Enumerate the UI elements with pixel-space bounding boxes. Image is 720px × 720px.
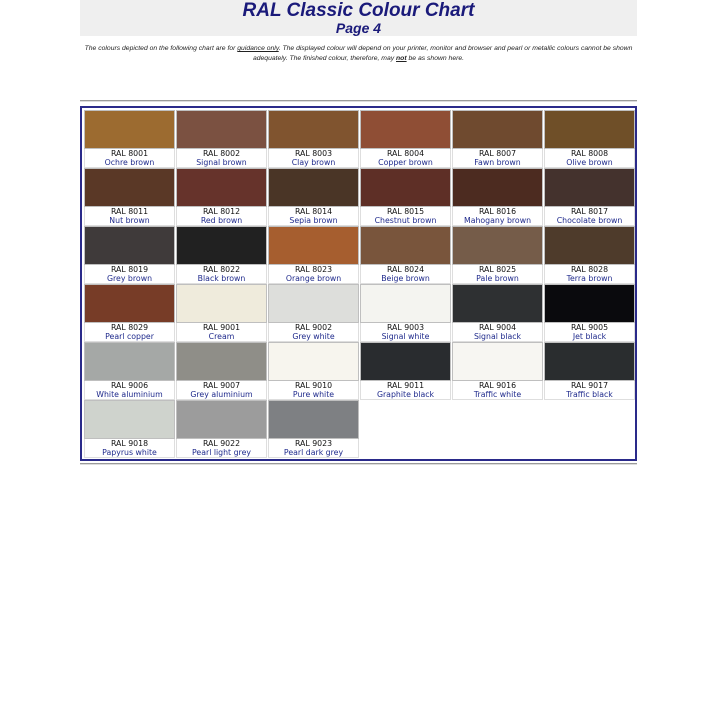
top-divider bbox=[80, 100, 637, 102]
colour-name: Black brown bbox=[197, 274, 246, 283]
colour-swatch bbox=[176, 168, 267, 207]
colour-cell bbox=[176, 342, 267, 399]
colour-cell bbox=[360, 342, 451, 399]
colour-code: RAL 8014 bbox=[294, 207, 333, 216]
colour-name: Jet black bbox=[572, 332, 607, 341]
colour-cell bbox=[268, 342, 359, 399]
colour-name: Signal black bbox=[473, 332, 522, 341]
colour-code: RAL 8004 bbox=[386, 149, 425, 158]
bottom-divider bbox=[80, 463, 637, 465]
colour-name: Signal white bbox=[381, 332, 430, 341]
colour-row bbox=[84, 284, 635, 342]
colour-label bbox=[360, 381, 451, 400]
disclaimer-text-2: . The displayed colour will depend on your printer, monitor and browser and pearl or metallic colours cannot be shown adequately. The finished colour, therefore, may bbox=[252, 45, 633, 62]
disclaimer bbox=[80, 44, 637, 64]
colour-name: Copper brown bbox=[378, 158, 433, 167]
colour-label bbox=[84, 207, 175, 226]
colour-name: Grey white bbox=[292, 332, 335, 341]
colour-label bbox=[268, 439, 359, 458]
colour-swatch bbox=[452, 110, 543, 149]
colour-label bbox=[544, 265, 635, 284]
colour-code: RAL 9004 bbox=[478, 323, 517, 332]
colour-code: RAL 8016 bbox=[478, 207, 517, 216]
colour-cell bbox=[544, 342, 635, 399]
colour-swatch bbox=[176, 110, 267, 149]
colour-label bbox=[452, 207, 543, 226]
colour-cell bbox=[544, 110, 635, 167]
colour-name: White aluminium bbox=[96, 390, 163, 399]
colour-swatch bbox=[84, 168, 175, 207]
colour-code: RAL 8017 bbox=[570, 207, 609, 216]
colour-swatch bbox=[544, 168, 635, 207]
colour-label bbox=[452, 149, 543, 168]
colour-code: RAL 8012 bbox=[202, 207, 241, 216]
colour-name: Olive brown bbox=[566, 158, 613, 167]
colour-code: RAL 9023 bbox=[294, 439, 333, 448]
colour-name: Sepia brown bbox=[289, 216, 338, 225]
page-header bbox=[80, 0, 637, 36]
colour-name: Fawn brown bbox=[474, 158, 521, 167]
colour-cell bbox=[84, 226, 175, 283]
colour-code: RAL 8011 bbox=[110, 207, 149, 216]
colour-swatch bbox=[360, 342, 451, 381]
colour-code: RAL 9022 bbox=[202, 439, 241, 448]
colour-cell bbox=[268, 226, 359, 283]
page-title: RAL Classic Colour Chart bbox=[242, 0, 475, 21]
colour-cell bbox=[176, 168, 267, 225]
colour-name: Terra brown bbox=[566, 274, 613, 283]
colour-swatch bbox=[268, 284, 359, 323]
colour-code: RAL 9002 bbox=[294, 323, 333, 332]
colour-swatch bbox=[84, 284, 175, 323]
colour-code: RAL 8019 bbox=[110, 265, 149, 274]
disclaimer-guidance: guidance only bbox=[237, 45, 279, 52]
colour-name: Chestnut brown bbox=[374, 216, 437, 225]
colour-cell bbox=[84, 400, 175, 457]
colour-code: RAL 8003 bbox=[294, 149, 333, 158]
colour-code: RAL 8028 bbox=[570, 265, 609, 274]
colour-name: Beige brown bbox=[381, 274, 430, 283]
colour-swatch bbox=[544, 284, 635, 323]
colour-cell bbox=[176, 110, 267, 167]
colour-cell bbox=[544, 226, 635, 283]
colour-code: RAL 8023 bbox=[294, 265, 333, 274]
colour-label bbox=[452, 265, 543, 284]
colour-name: Grey brown bbox=[106, 274, 153, 283]
colour-label bbox=[268, 207, 359, 226]
colour-cell bbox=[544, 284, 635, 341]
colour-chart bbox=[80, 106, 637, 461]
disclaimer-not: not bbox=[396, 55, 407, 62]
colour-cell bbox=[84, 284, 175, 341]
colour-label bbox=[268, 149, 359, 168]
colour-swatch bbox=[84, 226, 175, 265]
colour-cell bbox=[268, 168, 359, 225]
colour-swatch bbox=[360, 284, 451, 323]
colour-label bbox=[176, 207, 267, 226]
colour-label bbox=[268, 323, 359, 342]
colour-label bbox=[544, 381, 635, 400]
colour-code: RAL 8025 bbox=[478, 265, 517, 274]
colour-label bbox=[176, 381, 267, 400]
colour-code: RAL 8015 bbox=[386, 207, 425, 216]
colour-swatch bbox=[544, 226, 635, 265]
colour-label bbox=[360, 207, 451, 226]
colour-name: Pale brown bbox=[476, 274, 519, 283]
colour-swatch bbox=[176, 284, 267, 323]
colour-swatch bbox=[544, 342, 635, 381]
colour-label bbox=[176, 265, 267, 284]
colour-name: Mahogany brown bbox=[463, 216, 532, 225]
colour-label bbox=[452, 323, 543, 342]
colour-swatch bbox=[452, 342, 543, 381]
colour-swatch bbox=[84, 400, 175, 439]
colour-swatch bbox=[268, 168, 359, 207]
colour-cell bbox=[360, 168, 451, 225]
colour-cell bbox=[176, 284, 267, 341]
colour-cell bbox=[452, 168, 543, 225]
colour-label bbox=[84, 381, 175, 400]
colour-cell bbox=[84, 168, 175, 225]
colour-code: RAL 8007 bbox=[478, 149, 517, 158]
colour-name: Chocolate brown bbox=[556, 216, 623, 225]
colour-label bbox=[176, 149, 267, 168]
colour-code: RAL 9016 bbox=[478, 381, 517, 390]
colour-name: Papyrus white bbox=[102, 448, 157, 457]
colour-code: RAL 8029 bbox=[110, 323, 149, 332]
colour-name: Pearl copper bbox=[105, 332, 154, 341]
colour-code: RAL 8002 bbox=[202, 149, 241, 158]
colour-code: RAL 9007 bbox=[202, 381, 241, 390]
colour-label bbox=[84, 149, 175, 168]
colour-label bbox=[268, 381, 359, 400]
colour-swatch bbox=[360, 168, 451, 207]
colour-code: RAL 9017 bbox=[570, 381, 609, 390]
colour-row bbox=[84, 226, 635, 284]
colour-name: Pure white bbox=[292, 390, 335, 399]
colour-swatch bbox=[452, 168, 543, 207]
colour-name: Nut brown bbox=[109, 216, 150, 225]
colour-swatch bbox=[360, 226, 451, 265]
colour-label bbox=[84, 439, 175, 458]
colour-cell bbox=[452, 342, 543, 399]
colour-label bbox=[360, 149, 451, 168]
colour-cell bbox=[452, 284, 543, 341]
colour-swatch bbox=[544, 110, 635, 149]
colour-cell bbox=[84, 342, 175, 399]
colour-name: Traffic white bbox=[473, 390, 522, 399]
disclaimer-text-1: The colours depicted on the following chart are for bbox=[84, 45, 238, 52]
colour-cell bbox=[268, 284, 359, 341]
colour-label bbox=[176, 439, 267, 458]
colour-name: Graphite black bbox=[376, 390, 435, 399]
colour-name: Pearl dark grey bbox=[283, 448, 344, 457]
colour-name: Cream bbox=[208, 332, 235, 341]
colour-swatch bbox=[268, 400, 359, 439]
colour-name: Traffic black bbox=[566, 390, 613, 399]
colour-swatch bbox=[360, 110, 451, 149]
colour-swatch bbox=[176, 226, 267, 265]
colour-cell bbox=[176, 226, 267, 283]
colour-code: RAL 8001 bbox=[110, 149, 149, 158]
colour-code: RAL 9001 bbox=[202, 323, 241, 332]
colour-name: Red brown bbox=[200, 216, 243, 225]
colour-cell bbox=[544, 168, 635, 225]
colour-swatch bbox=[176, 342, 267, 381]
colour-cell bbox=[176, 400, 267, 457]
colour-code: RAL 9011 bbox=[386, 381, 425, 390]
colour-label bbox=[544, 323, 635, 342]
colour-label bbox=[84, 265, 175, 284]
colour-name: Pearl light grey bbox=[191, 448, 251, 457]
colour-cell bbox=[360, 284, 451, 341]
colour-label bbox=[176, 323, 267, 342]
colour-label bbox=[544, 207, 635, 226]
colour-cell bbox=[452, 110, 543, 167]
colour-row bbox=[84, 168, 635, 226]
colour-label bbox=[268, 265, 359, 284]
colour-swatch bbox=[452, 226, 543, 265]
colour-row bbox=[84, 400, 635, 458]
colour-label bbox=[452, 381, 543, 400]
colour-cell bbox=[360, 226, 451, 283]
colour-swatch bbox=[268, 110, 359, 149]
colour-code: RAL 9005 bbox=[570, 323, 609, 332]
colour-swatch bbox=[452, 284, 543, 323]
colour-label bbox=[360, 265, 451, 284]
colour-name: Clay brown bbox=[291, 158, 336, 167]
disclaimer-text-3: be as shown here. bbox=[406, 55, 465, 62]
colour-swatch bbox=[268, 226, 359, 265]
colour-cell bbox=[268, 400, 359, 457]
colour-swatch bbox=[84, 110, 175, 149]
colour-cell bbox=[268, 110, 359, 167]
colour-cell bbox=[360, 110, 451, 167]
colour-label bbox=[84, 323, 175, 342]
colour-swatch bbox=[176, 400, 267, 439]
colour-code: RAL 9018 bbox=[110, 439, 149, 448]
colour-code: RAL 8008 bbox=[570, 149, 609, 158]
colour-name: Orange brown bbox=[285, 274, 342, 283]
colour-row bbox=[84, 110, 635, 168]
colour-swatch bbox=[84, 342, 175, 381]
colour-name: Ochre brown bbox=[104, 158, 155, 167]
colour-name: Grey aluminium bbox=[190, 390, 253, 399]
colour-row bbox=[84, 342, 635, 400]
colour-grid bbox=[84, 110, 635, 458]
page-subtitle: Page 4 bbox=[335, 20, 382, 36]
colour-cell bbox=[452, 226, 543, 283]
colour-cell bbox=[84, 110, 175, 167]
colour-code: RAL 8022 bbox=[202, 265, 241, 274]
colour-code: RAL 9003 bbox=[386, 323, 425, 332]
colour-code: RAL 9010 bbox=[294, 381, 333, 390]
colour-name: Signal brown bbox=[196, 158, 247, 167]
colour-swatch bbox=[268, 342, 359, 381]
colour-code: RAL 8024 bbox=[386, 265, 425, 274]
colour-label bbox=[544, 149, 635, 168]
colour-code: RAL 9006 bbox=[110, 381, 149, 390]
colour-label bbox=[360, 323, 451, 342]
